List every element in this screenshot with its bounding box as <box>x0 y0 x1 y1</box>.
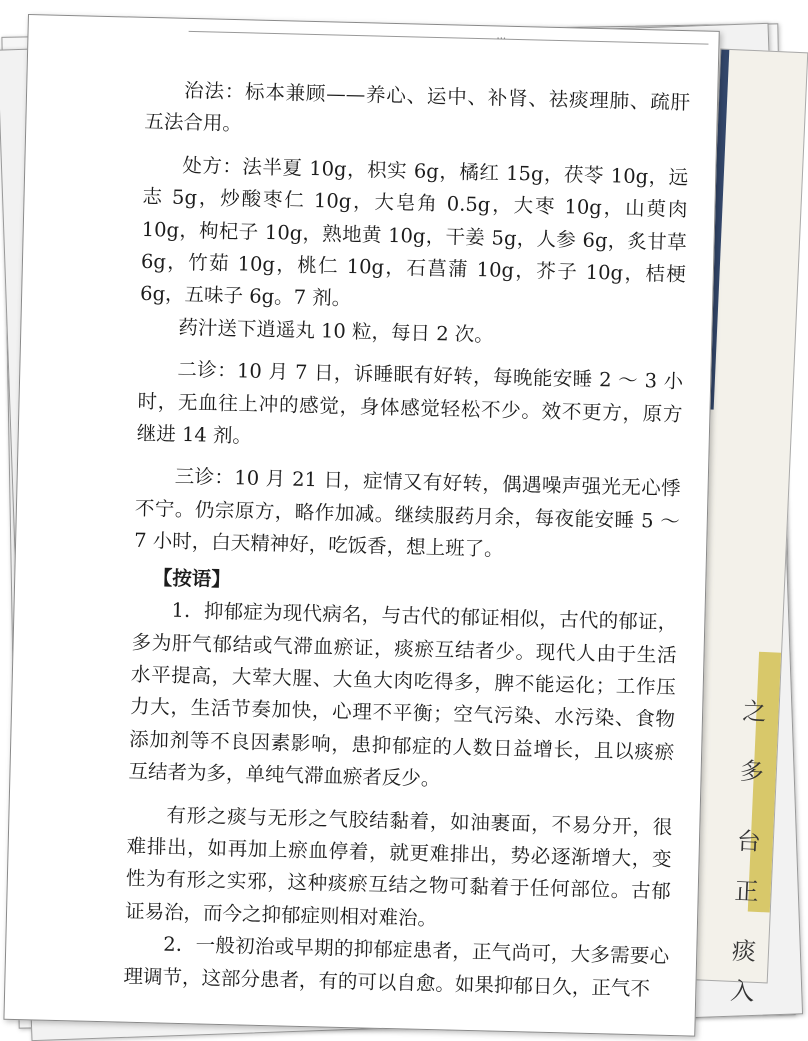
side-glyph: 之 <box>741 697 768 727</box>
dosage-paragraph: 药汁送下逍遥丸 10 粒，每日 2 次。 <box>178 315 495 347</box>
page-marker: ... <box>496 30 507 42</box>
commentary-paragraph: 1．抑郁症为现代病名，与古代的郁证相似，古代的郁证，多为肝气郁结或气滞血瘀证，痰瘀互结者少。现代人由于生活水平提高，大荤大腥、大鱼大肉吃得多，脾不能运化；工作压力大，生活节奏加快，心理不平衡；空气污染、水污染、食物添加剂等不良因素影响，患抑郁症的人数日益增长，且以痰瘀互结者为多，单纯气滞血瘀者反少。 <box>128 598 678 791</box>
side-glyph: 多 <box>739 757 765 787</box>
side-glyph: 痰 <box>731 936 757 966</box>
side-glyph: 正 <box>734 876 760 906</box>
third-visit-paragraph: 三诊：10 月 21 日，症情又有好转，偶遇噪声强光无心悸不宁。仍宗原方，略作加减。继续服药月余，每夜能安睡 5 ～ 7 小时，白天精神好，吃饭香，想上班了。 <box>133 465 681 562</box>
book-page <box>3 14 719 1037</box>
header-rule <box>189 31 709 45</box>
second-visit-paragraph: 二诊：10 月 7 日，诉睡眠有好转，每晚能安睡 2 ～ 3 小时，无血往上冲的感觉，身体感觉轻松不少。效不更方，原方继进 14 剂。 <box>136 358 684 448</box>
side-glyph: 入 <box>729 976 755 1006</box>
section-heading: 【按语】 <box>152 565 232 591</box>
commentary-paragraph: 有形之痰与无形之气胶结黏着，如油裹面，不易分开，很难排出，如再加上瘀血停着，就更难排出，势必逐渐增大，变性为有形之实邪，这种痰瘀互结之物可黏着于任何部位。古郁证易治，而今之抑郁症则相对难治。 <box>124 803 673 931</box>
side-glyph: 台 <box>736 827 762 857</box>
treatment-paragraph: 治法：标本兼顾——养心、运中、补肾、祛痰理肺、疏肝五法合用。 <box>144 78 691 136</box>
page-body <box>123 74 690 1006</box>
commentary-paragraph: 2．一般初治或早期的抑郁症患者，正气尚可，大多需要心理调节，这部分患者，有的可以自愈。如果抑郁日久，正气不 <box>123 932 670 1001</box>
prescription-paragraph: 处方：法半夏 10g，枳实 6g，橘红 15g，茯苓 10g，远志 5g，炒酸枣仁 10g，大皂角 0.5g，大枣 10g，山萸肉 10g，枸杞子 10g，熟地黄 10g，干姜 5g，人参 6g，炙甘草 6g，竹茹 10g，桃仁 10g，石菖蒲 10g，芥子 10g，桔梗 6g，五味子 6g。7 剂。 <box>139 153 689 311</box>
